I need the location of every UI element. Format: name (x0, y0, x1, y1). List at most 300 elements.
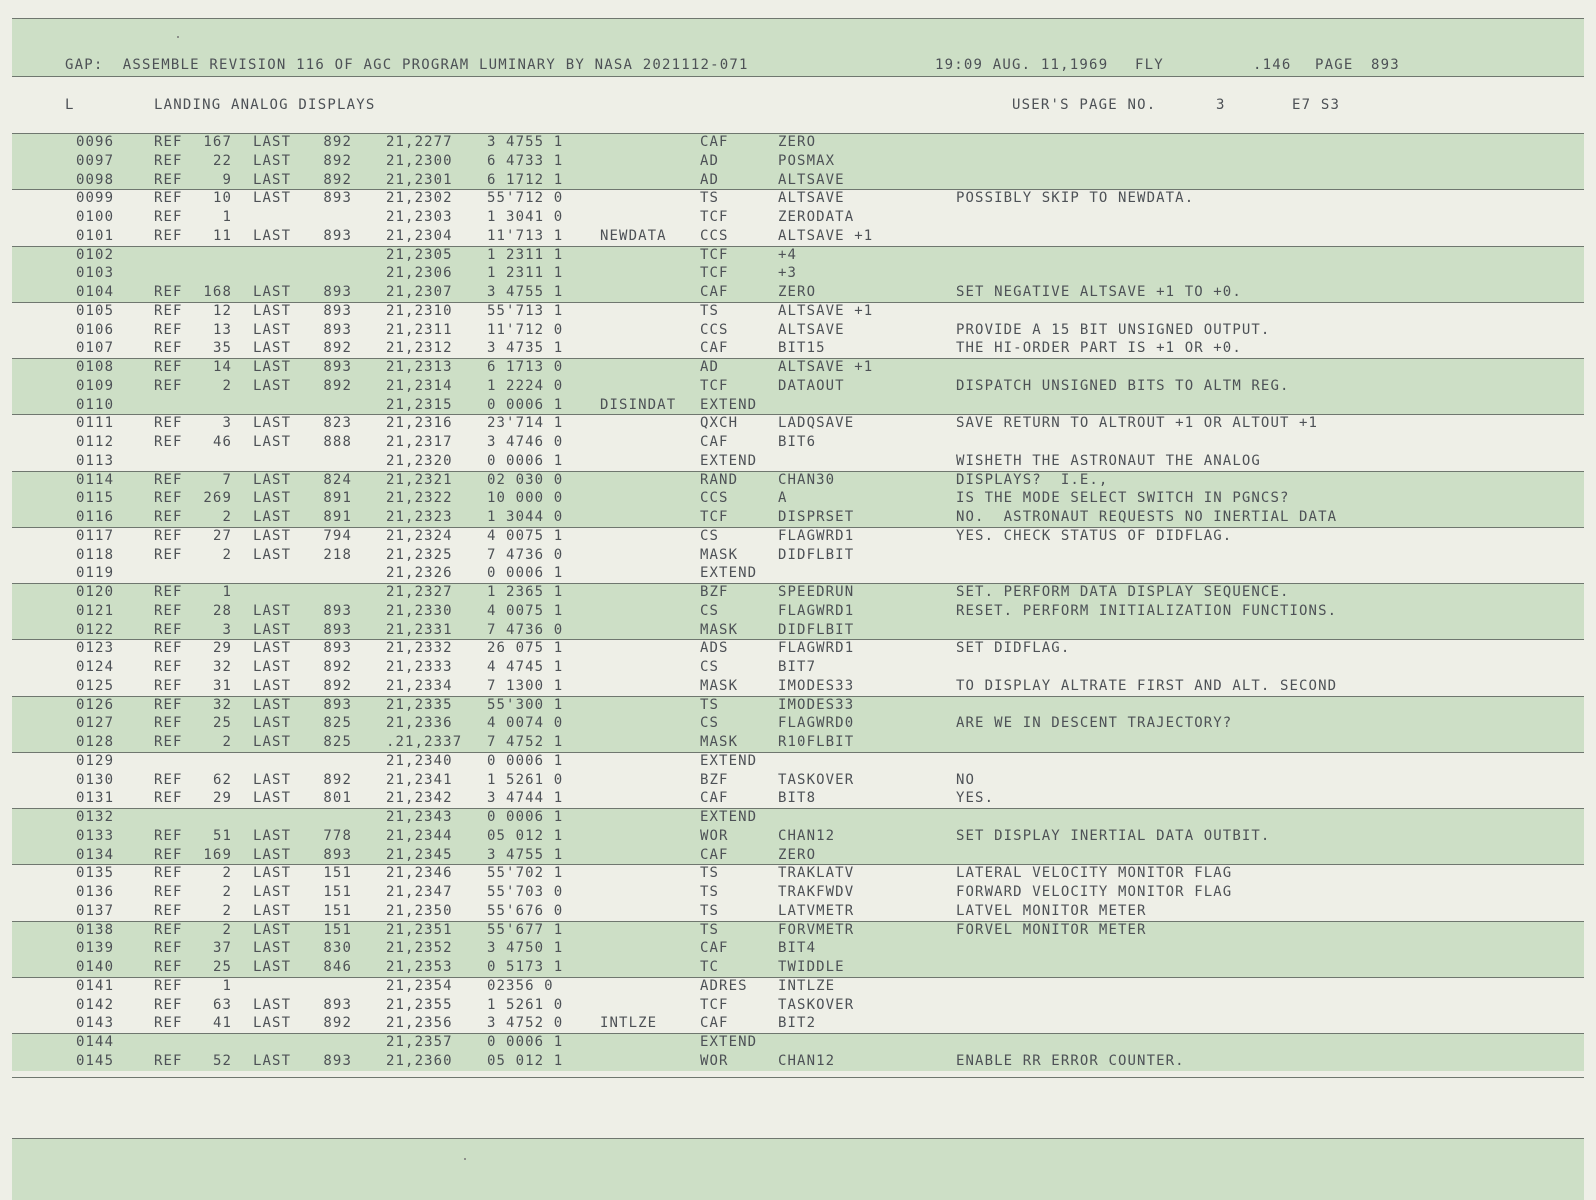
last-page: 892 (323, 134, 352, 150)
address: 21,2354 (386, 977, 453, 994)
address: 21,2340 (386, 752, 453, 769)
ref-tag: REF (154, 790, 183, 807)
object-code: 3 4750 1 (487, 940, 564, 957)
operand: ZERODATA (778, 209, 855, 225)
comment: POSSIBLY SKIP TO NEWDATA. (956, 190, 1195, 207)
ref-tag: REF (154, 621, 183, 638)
ref-count: 2 (222, 884, 232, 900)
operand: FLAGWRD1 (778, 602, 855, 619)
address: 21,2323 (386, 509, 453, 525)
last-tag: LAST (253, 377, 292, 394)
operand: TASKOVER (778, 771, 855, 788)
ref-tag: REF (154, 902, 183, 919)
opcode: ADRES (700, 977, 748, 994)
address: 21,2303 (386, 209, 453, 225)
object-code: 6 4733 1 (487, 152, 564, 169)
comment: PROVIDE A 15 BIT UNSIGNED OUTPUT. (956, 321, 1271, 338)
ref-tag: REF (154, 677, 183, 694)
line-number: 0135 (76, 865, 115, 882)
last-tag: LAST (253, 152, 292, 169)
address: 21,2310 (386, 302, 453, 319)
line-number: 0102 (76, 246, 115, 263)
address: 21,2360 (386, 1052, 453, 1069)
ref-tag: REF (154, 584, 183, 600)
ref-tag: REF (154, 715, 183, 732)
object-code: 10 000 0 (487, 490, 564, 507)
address: 21,2304 (386, 227, 453, 244)
ref-count: 2 (222, 546, 232, 563)
ref-count: 169 (203, 846, 232, 863)
ref-tag: REF (154, 546, 183, 563)
operand: BIT4 (778, 940, 817, 957)
comment: ENABLE RR ERROR COUNTER. (956, 1052, 1185, 1069)
ref-count: 51 (212, 827, 232, 844)
line-number: 0105 (76, 302, 115, 319)
operand: DIDFLBIT (778, 621, 855, 638)
object-code: 1 2365 1 (487, 584, 564, 600)
line-number: 0100 (76, 209, 115, 225)
ref-tag: REF (154, 996, 183, 1013)
object-code: 3 4744 1 (487, 790, 564, 807)
ref-tag: REF (154, 321, 183, 338)
ref-count: 2 (222, 921, 232, 938)
address: 21,2334 (386, 677, 453, 694)
object-code: 23'714 1 (487, 415, 564, 432)
operand: ZERO (778, 284, 817, 300)
object-code: 3 4752 0 (487, 1015, 564, 1032)
line-number: 0126 (76, 696, 115, 713)
operand: ALTSAVE +1 (778, 227, 874, 244)
ref-tag: REF (154, 134, 183, 150)
object-code: 1 3044 0 (487, 509, 564, 525)
object-code: 6 1712 1 (487, 171, 564, 188)
last-page: 893 (323, 640, 352, 657)
ref-tag: REF (154, 1015, 183, 1032)
ref-count: 29 (212, 640, 232, 657)
last-tag: LAST (253, 171, 292, 188)
opcode: MASK (700, 621, 739, 638)
operand: FLAGWRD1 (778, 527, 855, 544)
address: 21,2277 (386, 134, 453, 150)
ref-tag: REF (154, 940, 183, 957)
last-page: 891 (323, 490, 352, 507)
opcode: EXTEND (700, 1034, 758, 1050)
operand: R10FLBIT (778, 734, 855, 750)
ref-count: 52 (212, 1052, 232, 1069)
object-code: 55'702 1 (487, 865, 564, 882)
ref-count: 10 (212, 190, 232, 207)
opcode: RAND (700, 471, 739, 488)
ref-count: 168 (203, 284, 232, 300)
comment: SAVE RETURN TO ALTROUT +1 OR ALTOUT +1 (956, 415, 1319, 432)
opcode: MASK (700, 677, 739, 694)
operand: LATVMETR (778, 902, 855, 919)
opcode: TCF (700, 246, 729, 263)
line-number: 0116 (76, 509, 115, 525)
operand: ZERO (778, 846, 817, 863)
last-tag: LAST (253, 134, 292, 150)
object-code: 05 012 1 (487, 1052, 564, 1069)
band-rule (12, 752, 1584, 753)
opcode: MASK (700, 734, 739, 750)
line-number: 0130 (76, 771, 115, 788)
line-number: 0118 (76, 546, 115, 563)
ref-count: 167 (203, 134, 232, 150)
object-code: 05 012 1 (487, 827, 564, 844)
speck (177, 36, 179, 38)
ref-count: 269 (203, 490, 232, 507)
object-code: 1 3041 0 (487, 209, 564, 225)
ref-tag: REF (154, 434, 183, 450)
operand: ALTSAVE +1 (778, 359, 874, 375)
address: 21,2315 (386, 396, 453, 413)
last-page: 893 (323, 284, 352, 300)
object-code: 7 4736 0 (487, 546, 564, 563)
line-number: 0124 (76, 659, 115, 675)
address: 21,2326 (386, 565, 453, 582)
last-page: 892 (323, 377, 352, 394)
last-page: 893 (323, 359, 352, 375)
comment: DISPATCH UNSIGNED BITS TO ALTM REG. (956, 377, 1290, 394)
address: 21,2343 (386, 809, 453, 825)
line-number: 0142 (76, 996, 115, 1013)
operand: BIT7 (778, 659, 817, 675)
opcode: TC (700, 959, 720, 975)
object-code: 7 4752 1 (487, 734, 564, 750)
opcode: ADS (700, 640, 729, 657)
line-number: 0099 (76, 190, 115, 207)
opcode: QXCH (700, 415, 739, 432)
comment: LATVEL MONITOR METER (956, 902, 1147, 919)
opcode: CCS (700, 227, 729, 244)
last-page: 892 (323, 152, 352, 169)
object-code: 55'703 0 (487, 884, 564, 900)
line-number: 0103 (76, 265, 115, 282)
line-number: 0131 (76, 790, 115, 807)
ref-count: 35 (212, 340, 232, 357)
object-code: 0 0006 1 (487, 1034, 564, 1050)
line-number: 0096 (76, 134, 115, 150)
line-number: 0111 (76, 415, 115, 432)
operand: BIT8 (778, 790, 817, 807)
last-page: 893 (323, 302, 352, 319)
section-ref-code: E7 S3 (1292, 97, 1341, 113)
last-tag: LAST (253, 359, 292, 375)
last-tag: LAST (253, 677, 292, 694)
object-code: 1 5261 0 (487, 996, 564, 1013)
object-code: 3 4735 1 (487, 340, 564, 357)
opcode: CAF (700, 790, 729, 807)
address: 21,2336 (386, 715, 453, 732)
address: 21,2321 (386, 471, 453, 488)
line-number: 0117 (76, 527, 115, 544)
line-number: 0138 (76, 921, 115, 938)
last-tag: LAST (253, 640, 292, 657)
last-tag: LAST (253, 546, 292, 563)
address: 21,2356 (386, 1015, 453, 1032)
last-tag: LAST (253, 921, 292, 938)
header-page-number: 893 (1371, 57, 1400, 73)
line-number: 0129 (76, 752, 115, 769)
header-code: .146 (1253, 57, 1292, 73)
ref-tag: REF (154, 734, 183, 750)
last-tag: LAST (253, 321, 292, 338)
last-tag: LAST (253, 490, 292, 507)
ref-count: 3 (222, 415, 232, 432)
opcode: TCF (700, 509, 729, 525)
ref-tag: REF (154, 977, 183, 994)
object-code: 11'713 1 (487, 227, 564, 244)
comment: DISPLAYS? I.E., (956, 471, 1109, 488)
operand: FLAGWRD0 (778, 715, 855, 732)
object-code: 7 1300 1 (487, 677, 564, 694)
last-tag: LAST (253, 959, 292, 975)
object-code: 7 4736 0 (487, 621, 564, 638)
address: 21,2346 (386, 865, 453, 882)
last-tag: LAST (253, 696, 292, 713)
object-code: 55'676 0 (487, 902, 564, 919)
last-tag: LAST (253, 471, 292, 488)
opcode: EXTEND (700, 752, 758, 769)
object-code: 4 0074 0 (487, 715, 564, 732)
address: 21,2311 (386, 321, 453, 338)
operand: ALTSAVE (778, 190, 845, 207)
address: 21,2335 (386, 696, 453, 713)
band-rule (12, 246, 1584, 247)
last-page: 892 (323, 677, 352, 694)
address: 21,2330 (386, 602, 453, 619)
ref-count: 62 (212, 771, 232, 788)
opcode: EXTEND (700, 565, 758, 582)
line-number: 0127 (76, 715, 115, 732)
line-number: 0145 (76, 1052, 115, 1069)
ref-tag: REF (154, 640, 183, 657)
comment: TO DISPLAY ALTRATE FIRST AND ALT. SECOND (956, 677, 1338, 694)
last-tag: LAST (253, 415, 292, 432)
last-tag: LAST (253, 827, 292, 844)
last-tag: LAST (253, 734, 292, 750)
opcode: TCF (700, 265, 729, 282)
ref-tag: REF (154, 527, 183, 544)
address: 21,2324 (386, 527, 453, 544)
comment: LATERAL VELOCITY MONITOR FLAG (956, 865, 1233, 882)
ref-tag: REF (154, 509, 183, 525)
comment: SET NEGATIVE ALTSAVE +1 TO +0. (956, 284, 1242, 300)
ref-count: 27 (212, 527, 232, 544)
last-page: 794 (323, 527, 352, 544)
band-rule (12, 1077, 1584, 1078)
line-number: 0120 (76, 584, 115, 600)
object-code: 02356 0 (487, 977, 554, 994)
header-mode: FLY (1135, 57, 1164, 73)
ref-tag: REF (154, 884, 183, 900)
address: 21,2350 (386, 902, 453, 919)
comment: FORWARD VELOCITY MONITOR FLAG (956, 884, 1233, 900)
address: 21,2300 (386, 152, 453, 169)
address: 21,2347 (386, 884, 453, 900)
object-code: 4 0075 1 (487, 602, 564, 619)
address: .21,2337 (386, 734, 463, 750)
address: 21,2351 (386, 921, 453, 938)
operand: INTLZE (778, 977, 836, 994)
last-tag: LAST (253, 509, 292, 525)
comment: IS THE MODE SELECT SWITCH IN PGNCS? (956, 490, 1290, 507)
ref-count: 2 (222, 509, 232, 525)
object-code: 02 030 0 (487, 471, 564, 488)
bottom-band (12, 1139, 1584, 1200)
line-number: 0114 (76, 471, 115, 488)
opcode: AD (700, 359, 720, 375)
ref-count: 29 (212, 790, 232, 807)
header-timestamp: 19:09 AUG. 11,1969 (935, 57, 1109, 73)
last-tag: LAST (253, 621, 292, 638)
opcode: CAF (700, 134, 729, 150)
line-number: 0109 (76, 377, 115, 394)
address: 21,2332 (386, 640, 453, 657)
last-tag: LAST (253, 996, 292, 1013)
last-tag: LAST (253, 846, 292, 863)
address: 21,2312 (386, 340, 453, 357)
last-tag: LAST (253, 771, 292, 788)
opcode: CS (700, 659, 720, 675)
ref-count: 14 (212, 359, 232, 375)
ref-tag: REF (154, 659, 183, 675)
last-tag: LAST (253, 434, 292, 450)
header-title: GAP: ASSEMBLE REVISION 116 OF AGC PROGRAM LUMINARY BY NASA 2021112-071 (65, 57, 749, 73)
operand: FLAGWRD1 (778, 640, 855, 657)
operand: TASKOVER (778, 996, 855, 1013)
opcode: CAF (700, 1015, 729, 1032)
ref-tag: REF (154, 209, 183, 225)
object-code: 4 0075 1 (487, 527, 564, 544)
opcode: TCF (700, 209, 729, 225)
ref-tag: REF (154, 340, 183, 357)
line-number: 0107 (76, 340, 115, 357)
opcode: AD (700, 171, 720, 188)
opcode: TS (700, 302, 720, 319)
last-page: 893 (323, 696, 352, 713)
ref-count: 41 (212, 1015, 232, 1032)
line-number: 0115 (76, 490, 115, 507)
comment: YES. (956, 790, 995, 807)
band-rule (12, 808, 1584, 809)
line-number: 0144 (76, 1034, 115, 1050)
address: 21,2344 (386, 827, 453, 844)
address: 21,2306 (386, 265, 453, 282)
operand: FORVMETR (778, 921, 855, 938)
comment: SET. PERFORM DATA DISPLAY SEQUENCE. (956, 584, 1290, 600)
ref-tag: REF (154, 827, 183, 844)
comment: THE HI-ORDER PART IS +1 OR +0. (956, 340, 1242, 357)
operand: POSMAX (778, 152, 836, 169)
object-code: 0 5173 1 (487, 959, 564, 975)
address: 21,2352 (386, 940, 453, 957)
address: 21,2345 (386, 846, 453, 863)
users-page-label: USER'S PAGE NO. (1012, 97, 1157, 113)
operand: +3 (778, 265, 798, 282)
users-page-number: 3 (1216, 97, 1226, 113)
last-page: 893 (323, 996, 352, 1013)
object-code: 11'712 0 (487, 321, 564, 338)
address: 21,2325 (386, 546, 453, 563)
ref-count: 25 (212, 959, 232, 975)
ref-count: 13 (212, 321, 232, 338)
comment: ARE WE IN DESCENT TRAJECTORY? (956, 715, 1233, 732)
opcode: CAF (700, 434, 729, 450)
opcode: TS (700, 902, 720, 919)
operand: DISPRSET (778, 509, 855, 525)
operand: ALTSAVE (778, 171, 845, 188)
object-code: 0 0006 1 (487, 396, 564, 413)
line-number: 0136 (76, 884, 115, 900)
ref-count: 9 (222, 171, 232, 188)
line-number: 0143 (76, 1015, 115, 1032)
ref-count: 1 (222, 209, 232, 225)
opcode: CS (700, 527, 720, 544)
last-page: 824 (323, 471, 352, 488)
line-number: 0112 (76, 434, 115, 450)
last-page: 151 (323, 921, 352, 938)
last-tag: LAST (253, 1052, 292, 1069)
last-page: 892 (323, 771, 352, 788)
ref-count: 46 (212, 434, 232, 450)
opcode: AD (700, 152, 720, 169)
operand: SPEEDRUN (778, 584, 855, 600)
opcode: TS (700, 190, 720, 207)
line-number: 0122 (76, 621, 115, 638)
ref-count: 12 (212, 302, 232, 319)
address: 21,2302 (386, 190, 453, 207)
ref-count: 37 (212, 940, 232, 957)
ref-count: 11 (212, 227, 232, 244)
last-page: 893 (323, 602, 352, 619)
comment: FORVEL MONITOR METER (956, 921, 1147, 938)
line-number: 0110 (76, 396, 115, 413)
last-page: 892 (323, 340, 352, 357)
comment: NO (956, 771, 976, 788)
line-number: 0128 (76, 734, 115, 750)
opcode: CAF (700, 846, 729, 863)
address: 21,2355 (386, 996, 453, 1013)
ref-tag: REF (154, 471, 183, 488)
address: 21,2320 (386, 452, 453, 469)
opcode: TCF (700, 377, 729, 394)
last-page: 823 (323, 415, 352, 432)
comment: RESET. PERFORM INITIALIZATION FUNCTIONS. (956, 602, 1338, 619)
address: 21,2316 (386, 415, 453, 432)
line-number: 0139 (76, 940, 115, 957)
ref-count: 2 (222, 734, 232, 750)
last-page: 892 (323, 659, 352, 675)
ref-count: 1 (222, 977, 232, 994)
last-page: 892 (323, 1015, 352, 1032)
last-tag: LAST (253, 340, 292, 357)
ref-tag: REF (154, 602, 183, 619)
line-number: 0097 (76, 152, 115, 169)
line-number: 0119 (76, 565, 115, 582)
opcode: CCS (700, 321, 729, 338)
opcode: CS (700, 715, 720, 732)
opcode: EXTEND (700, 396, 758, 413)
comment: WISHETH THE ASTRONAUT THE ANALOG (956, 452, 1261, 469)
ref-tag: REF (154, 171, 183, 188)
opcode: WOR (700, 827, 729, 844)
object-code: 4 4745 1 (487, 659, 564, 675)
section-title: LANDING ANALOG DISPLAYS (154, 97, 376, 113)
operand: BIT15 (778, 340, 826, 357)
ref-count: 7 (222, 471, 232, 488)
opcode: TS (700, 865, 720, 882)
